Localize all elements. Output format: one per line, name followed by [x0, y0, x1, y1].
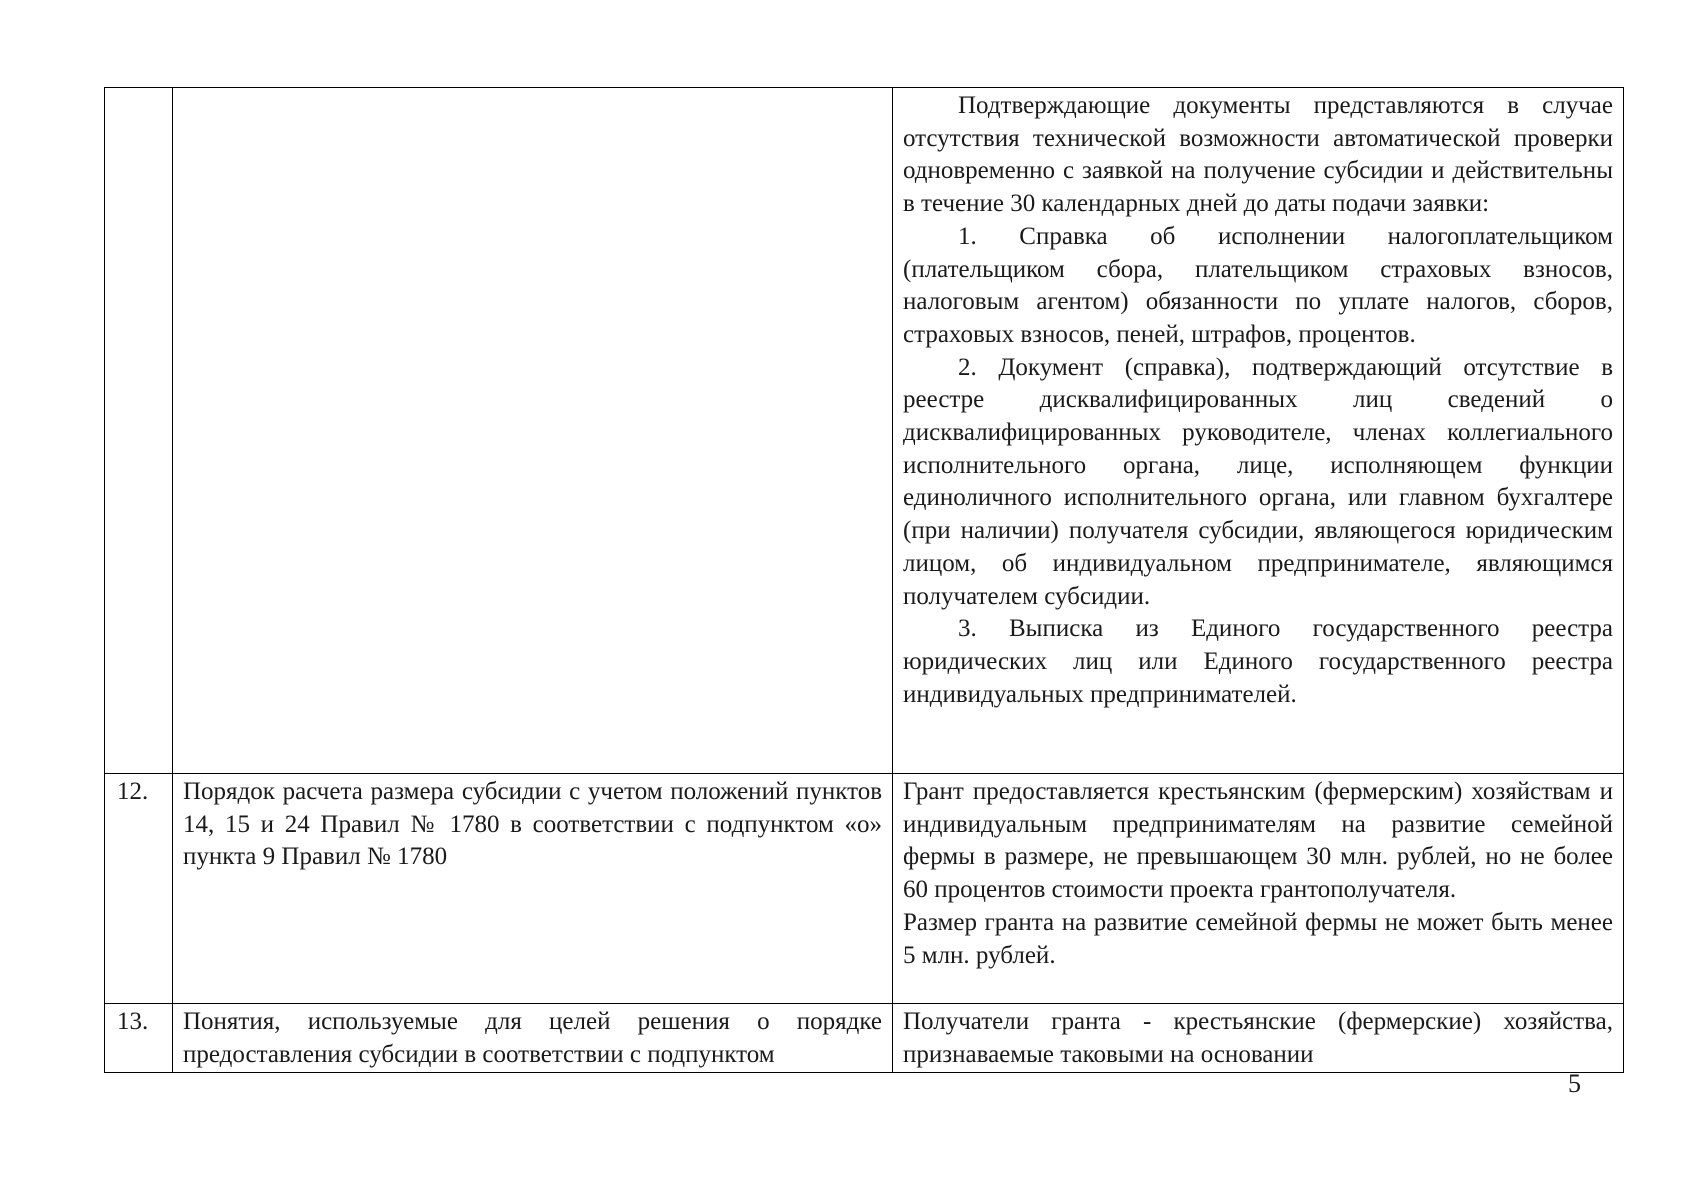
row-description: [893, 88, 1624, 774]
row-name: [173, 1004, 893, 1073]
table-row: [105, 1004, 1624, 1073]
table-row: [105, 774, 1624, 1004]
paragraph: Грант предоставляется крестьянским (фермерским) хозяйствам и индивидуальным предпринимателям на развитие семейной фермы в размере, не превышающем 30 млн. рублей, но не более 60 процентов стоимости проекта грантополучателя.: [903, 778, 1613, 904]
page-number: 5: [1568, 1069, 1581, 1098]
paragraph: 2. Документ (справка), подтверждающий отсутствие в реестре дисквалифицированных лиц сведений о дисквалифицированных руководителе, членах коллегиального исполнительного органа, лице, исполняющем функции единоличного исполнительного органа, или главном бухгалтере (при наличии) получателя субсидии, являющегося юридическим лицом, об индивидуальном предпринимателе, являющимся получателем субсидии.: [903, 353, 1613, 610]
paragraph: 3. Выписка из Единого государственного реестра юридических лиц или Единого государственного реестра индивидуальных предпринимателей.: [903, 615, 1613, 708]
row-name-text: Понятия, используемые для целей решения о порядке предоставления субсидии в соответствии с подпунктом: [183, 1008, 882, 1068]
row-description: [893, 774, 1624, 1004]
requirements-table: [104, 87, 1624, 1073]
row-description: [893, 1004, 1624, 1073]
paragraph: Получатели гранта - крестьянские (фермерские) хозяйства, признаваемые таковыми на основании: [903, 1008, 1613, 1068]
row-name-text: Порядок расчета размера субсидии с учетом положений пунктов 14, 15 и 24 Правил № 1780 в соответствии с подпунктом «о» пункта 9 Правил № 1780: [183, 778, 882, 871]
row-number: 12.: [105, 774, 173, 1004]
paragraph: Подтверждающие документы представляются в случае отсутствия технической возможности автоматической проверки одновременно с заявкой на получение субсидии и действительны в течение 30 календарных дней до даты подачи заявки:: [903, 92, 1613, 218]
row-name: [173, 88, 893, 774]
row-name: [173, 774, 893, 1004]
row-number: [105, 88, 173, 774]
paragraph: Размер гранта на развитие семейной фермы не может быть менее 5 млн. рублей.: [903, 908, 1613, 969]
table-row: [105, 88, 1624, 774]
row-number: 13.: [105, 1004, 173, 1073]
paragraph: 1. Справка об исполнении налогоплательщиком (плательщиком сбора, плательщиком страховых взносов, налоговым агентом) обязанности по уплате налогов, сборов, страховых взносов, пеней, штрафов, процентов.: [903, 222, 1613, 348]
